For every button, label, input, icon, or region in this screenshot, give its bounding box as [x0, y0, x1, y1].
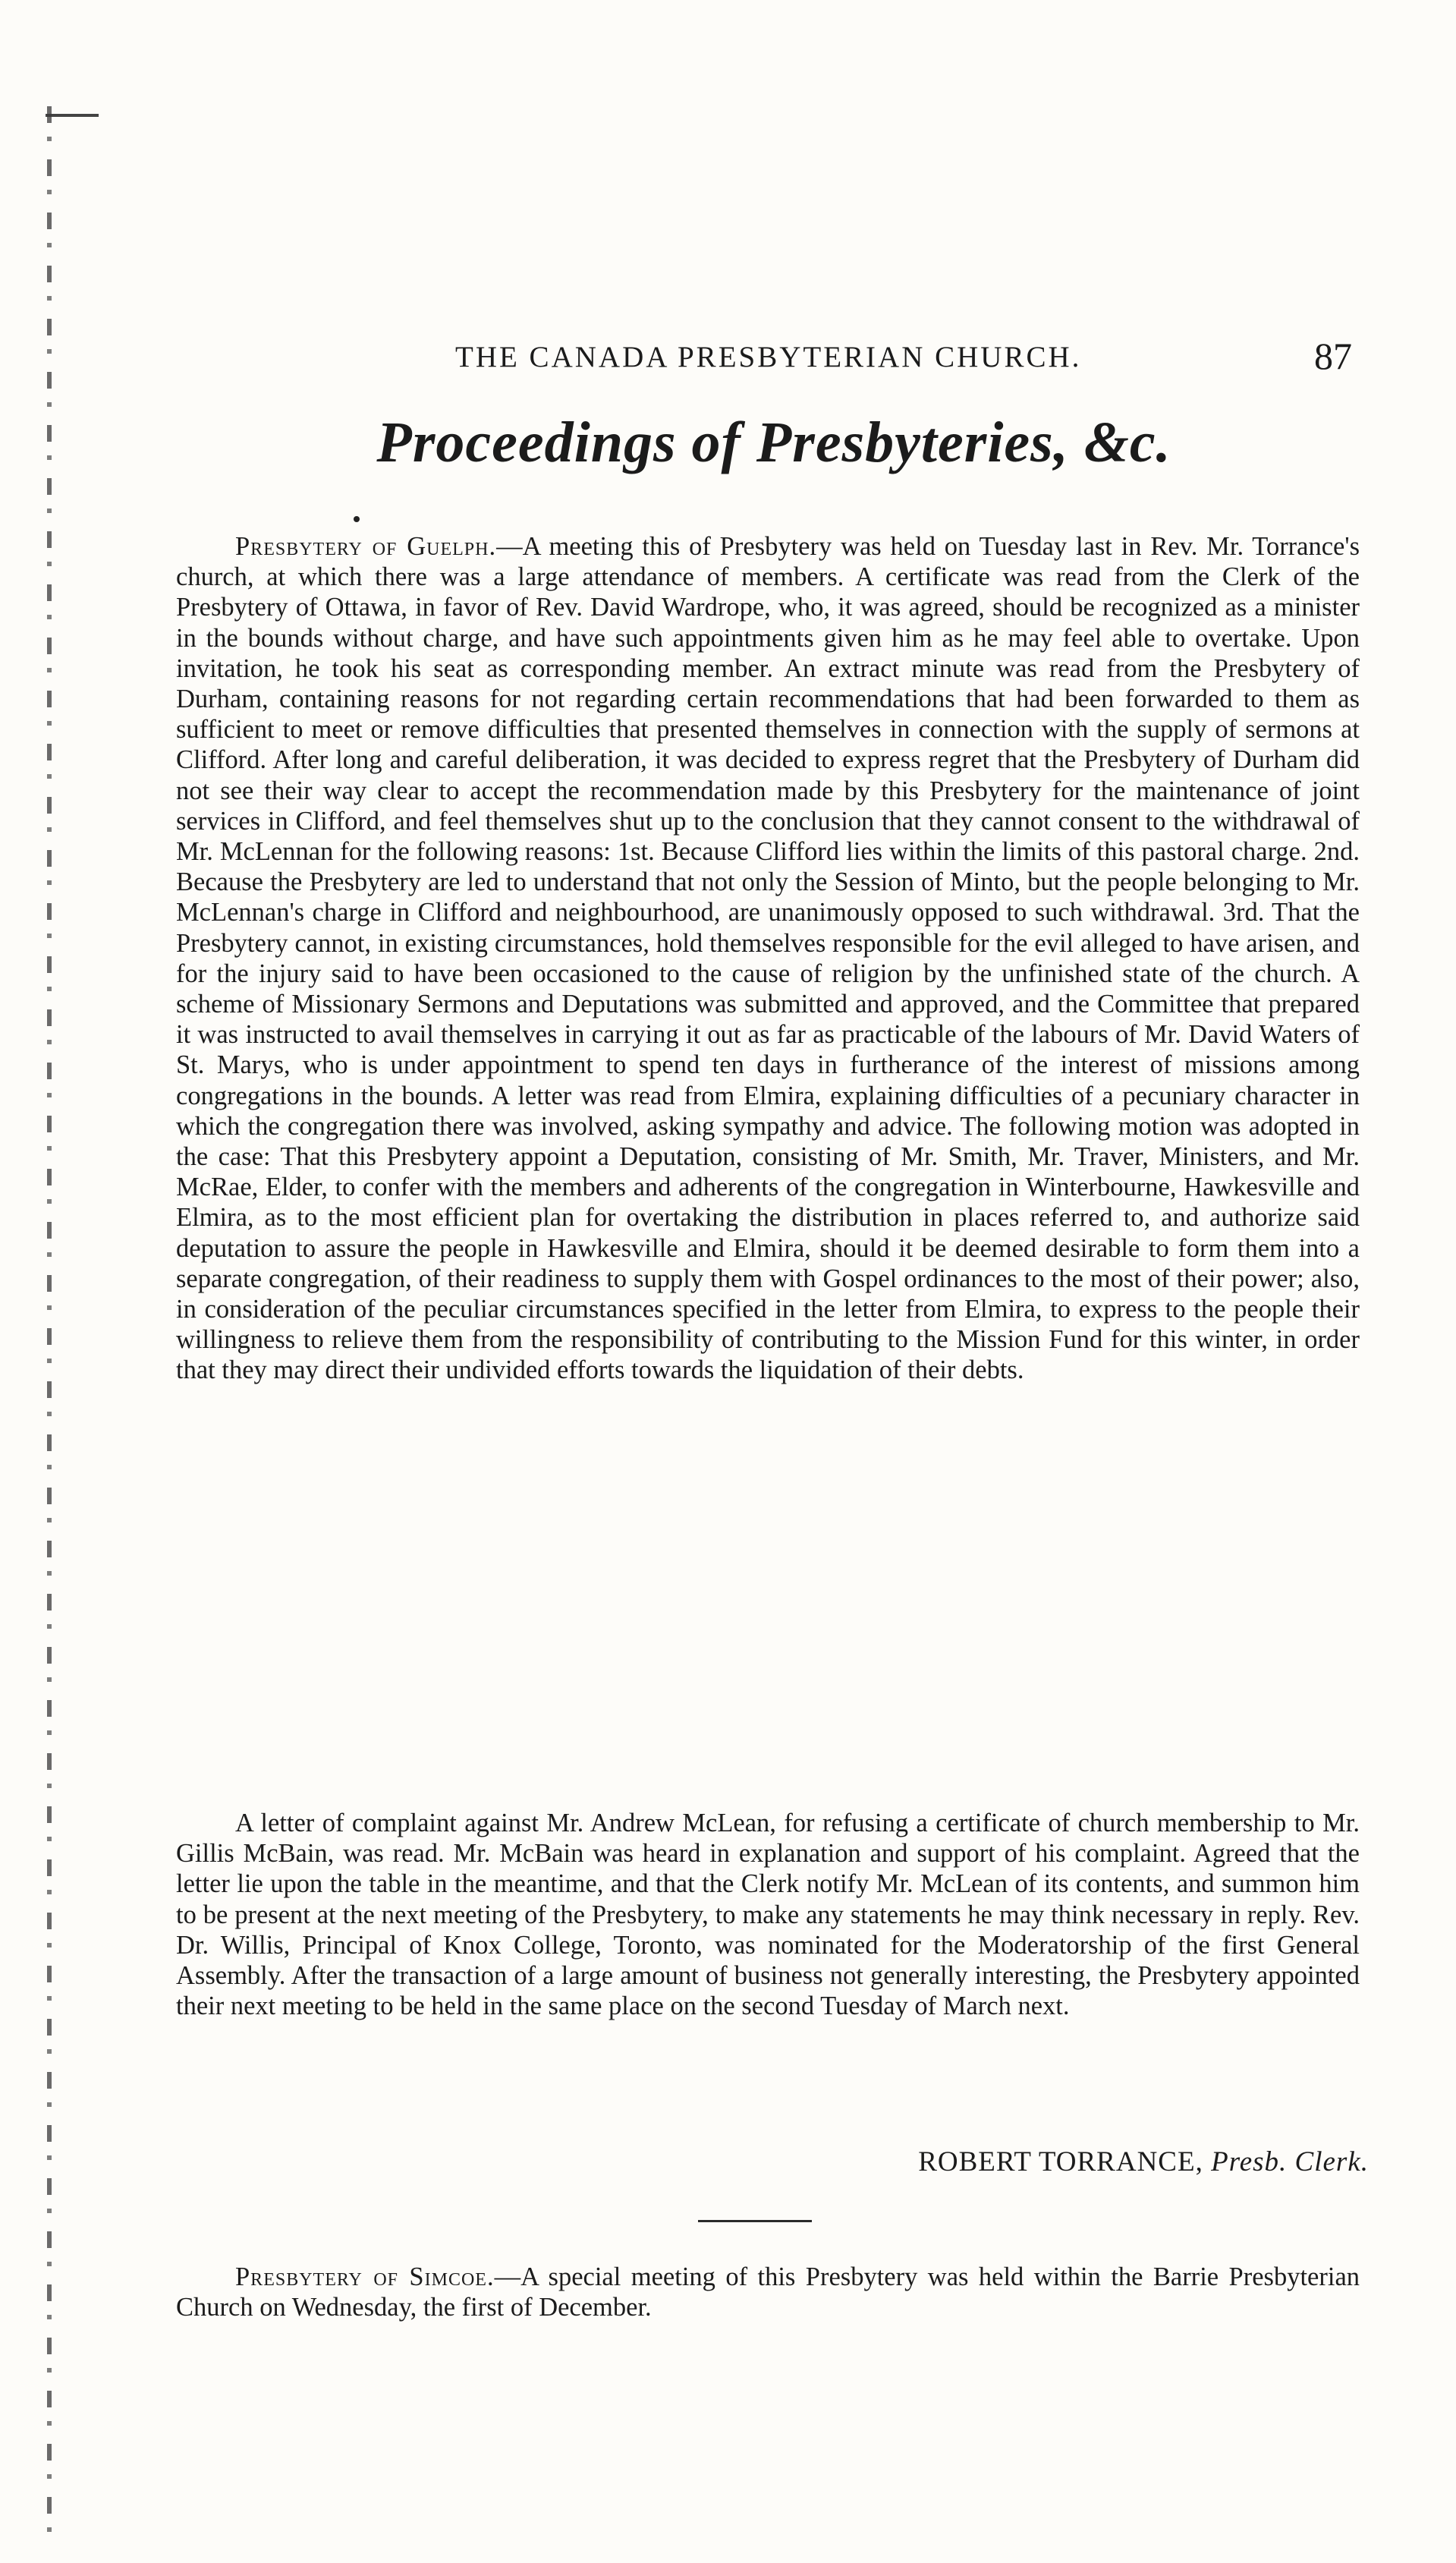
- running-head: [455, 334, 1366, 379]
- simcoe-lead: Presbytery of Simcoe.: [235, 2262, 495, 2291]
- page-number: 87: [1314, 335, 1352, 377]
- guelph-report-continued: [176, 1808, 1360, 2021]
- ornament-dot: [354, 516, 360, 522]
- guelph-report: [176, 531, 1360, 1386]
- binding-mark: [46, 114, 99, 117]
- simcoe-paragraph: [176, 2262, 1360, 2322]
- binding-edge: [47, 106, 52, 2535]
- clerk-signature: [918, 2146, 1369, 2178]
- guelph-paragraph-2: A letter of complaint against Mr. Andrew McLean, for refusing a certificate of church membership to Mr. Gillis McBain, was read. Mr. McBain was heard in explanation and support of his complaint. Agreed that the letter lie upon the table in the meantime, and that the Clerk notify Mr. McLean of its contents, and summon him to be present at the next meeting of the Presbytery, to make any statements he may think necessary in reply. Rev. Dr. Willis, Principal of Knox College, Toronto, was nominated for the Moderatorship of the first General Assembly. After the transaction of a large amount of business not generally interesting, the Presbytery appointed their next meeting to be held in the same place on the second Tuesday of March next.: [176, 1809, 1360, 2021]
- simcoe-report: [176, 2262, 1360, 2322]
- running-title: THE CANADA PRESBYTERIAN CHURCH.: [455, 341, 1082, 373]
- simcoe-paragraph-text: —A special meeting of this Presbytery was held within the Barrie Presbyterian Church on Wednesday, the first of December.: [176, 2262, 1360, 2322]
- guelph-lead: Presbytery of Guelph.: [235, 532, 497, 561]
- signature-role: Presb. Clerk.: [1211, 2146, 1369, 2177]
- guelph-paragraph-1-text: —A meeting this of Presbytery was held on Tuesday last in Rev. Mr. Torrance's church, at which there was a large attendance of members. A certificate was read from the Clerk of the Presbytery of Ottawa, in favor of Rev. David Wardrope, who, it was agreed, should be recognized as a minister in the bounds without charge, and have such appointments given him as he may feel able to overtake. Upon invitation, he took his seat as corresponding member. An extract minute was read from the Presbytery of Durham, containing reasons for not regarding certain recommendations that had been forwarded to them as sufficient to meet or remove difficulties that presented themselves in connection with the supply of sermons at Clifford. After long and careful deliberation, it was decided to express regret that the Presbytery of Durham did not see their way clear to accept the recommendation made by this Presbytery for the maintenance of joint services in Clifford, and feel themselves shut up to the conclusion that they cannot consent to the withdrawal of Mr. McLennan for the following reasons: 1st. Because Clifford lies within the limits of this pastoral charge. 2nd. Because the Presbytery are led to understand that not only the Session of Minto, but the people belonging to Mr. McLennan's charge in Clifford and neighbourhood, are unanimously opposed to such withdrawal. 3rd. That the Presbytery cannot, in existing circumstances, hold themselves responsible for the evil alleged to have arisen, and for the injury said to have been occasioned to the cause of religion by the unfinished state of the church. A scheme of Missionary Sermons and Deputations was submitted and approved, and the Committee that prepared it was instructed to avail themselves in carrying it out as far as practicable of the labours of Mr. David Waters of St. Marys, who is under appointment to spend ten days in furtherance of the interest of missions among congregations in the bounds. A letter was read from Elmira, explaining difficulties of a pecuniary character in which the congregation there was involved, asking sympathy and advice. The following motion was adopted in the case: That this Presbytery appoint a Deputation, consisting of Mr. Smith, Mr. Traver, Ministers, and Mr. McRae, Elder, to confer with the members and adherents of the congregation in Winterbourne, Hawkesville and Elmira, as to the most efficient plan for overtaking the distribution in places referred to, and authorize said deputation to assure the people in Hawkesville and Elmira, should it be deemed desirable to form them into a separate congregation, of their readiness to supply them with Gospel ordinances to the most of their power; also, in consideration of the peculiar circumstances specified in the letter from Elmira, to express to the people their willingness to relieve them from the responsibility of contributing to the Mission Fund for this winter, in order that they may direct their undivided efforts towards the liquidation of their debts.: [176, 532, 1360, 1385]
- section-divider: [698, 2220, 812, 2222]
- binding-gutter: [0, 0, 106, 2563]
- section-heading: Proceedings of Presbyteries, &c.: [376, 411, 1171, 474]
- signature-name: ROBERT TORRANCE,: [918, 2146, 1203, 2177]
- guelph-paragraph-1: [176, 531, 1360, 1386]
